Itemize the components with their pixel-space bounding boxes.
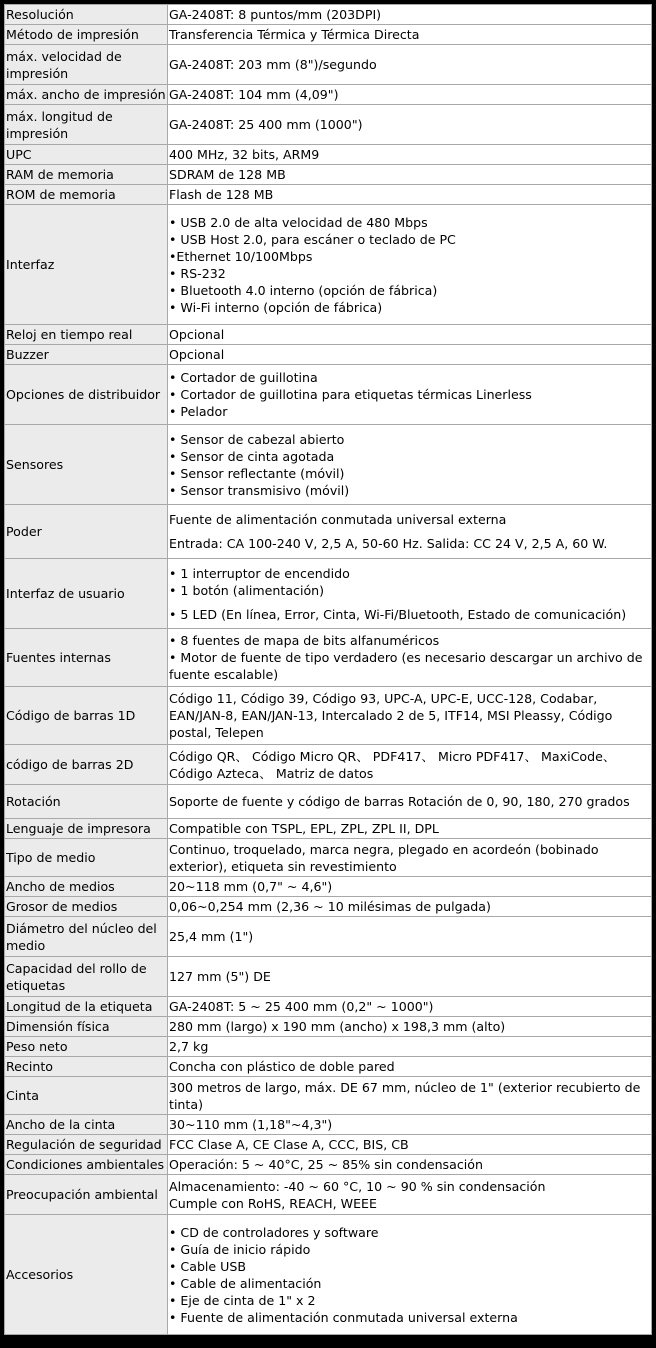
spec-label: Accesorios (5, 1215, 168, 1335)
spec-value-line: • Pelador (169, 404, 228, 419)
spec-sheet (4, 4, 652, 1344)
spec-value-line: Fuente de alimentación conmutada universal externa (169, 512, 507, 527)
spec-value-line: 400 MHz, 32 bits, ARM9 (169, 147, 320, 162)
spec-row (5, 105, 652, 145)
spec-label: Condiciones ambientales (5, 1155, 168, 1175)
spec-row (5, 629, 652, 687)
spec-value-line: • Motor de fuente de tipo verdadero (es necesario descargar un archivo de fuente escalable) (169, 650, 643, 682)
spec-value-line: • Sensor reflectante (móvil) (169, 465, 345, 481)
spec-value-line: Almacenamiento: -40 ~ 60 °C, 10 ~ 90 % sin condensación (169, 1178, 546, 1194)
spec-value (168, 997, 652, 1017)
spec-value-line: • Wi-Fi interno (opción de fábrica) (169, 299, 383, 315)
spec-label: Dimensión física (5, 1017, 168, 1037)
spec-value (168, 785, 652, 819)
spec-value-line: • Sensor de cabezal abierto (169, 431, 345, 447)
spec-label: Preocupación ambiental (5, 1175, 168, 1215)
spec-value (168, 5, 652, 25)
spec-row (5, 745, 652, 785)
spec-value (168, 1215, 652, 1335)
spec-value-line: • Cortador de guillotina (169, 370, 318, 385)
spec-label: Fuentes internas (5, 629, 168, 687)
spec-label: Interfaz de usuario (5, 559, 168, 629)
spec-value (168, 345, 652, 365)
spec-value-line: • Guía de inicio rápido (169, 1241, 311, 1257)
spec-value-line: • Cable de alimentación (169, 1275, 322, 1291)
spec-value-line: • Fuente de alimentación conmutada universal externa (169, 1309, 518, 1325)
spec-value (168, 1057, 652, 1077)
spec-row (5, 365, 652, 425)
spec-value-line: • 1 botón (alimentación) (169, 582, 325, 598)
spec-value-line: Soporte de fuente y código de barras Rotación de 0, 90, 180, 270 grados (169, 794, 630, 809)
spec-value (168, 957, 652, 997)
spec-value (168, 425, 652, 505)
spec-label: máx. velocidad de impresión (5, 45, 168, 85)
spec-value (168, 1135, 652, 1155)
spec-value (168, 185, 652, 205)
spec-row (5, 785, 652, 819)
spec-value-line: 0,06~0,254 mm (2,36 ~ 10 milésimas de pulgada) (169, 899, 491, 914)
spec-row (5, 1037, 652, 1057)
spec-row (5, 1057, 652, 1077)
spec-value (168, 839, 652, 877)
spec-label: RAM de memoria (5, 165, 168, 185)
spec-value-line: • Bluetooth 4.0 interno (opción de fábrica) (169, 282, 438, 298)
spec-value-line: Concha con plástico de doble pared (169, 1059, 395, 1074)
spec-row (5, 1215, 652, 1335)
spec-value (168, 1077, 652, 1115)
spec-value-line: GA-2408T: 25 400 mm (1000") (169, 117, 363, 132)
line-spacer (169, 599, 650, 606)
spec-value-line: FCC Clase A, CE Clase A, CCC, BIS, CB (169, 1137, 409, 1152)
spec-label: código de barras 2D (5, 745, 168, 785)
spec-value (168, 45, 652, 85)
spec-row (5, 839, 652, 877)
spec-value-line: 25,4 mm (1") (169, 929, 254, 944)
spec-value-line: • Sensor transmisivo (móvil) (169, 482, 350, 498)
spec-label: Reloj en tiempo real (5, 325, 168, 345)
spec-label: Rotación (5, 785, 168, 819)
spec-value-line: Continuo, troquelado, marca negra, plegado en acordeón (bobinado exterior), etiqueta sin revestimiento (169, 841, 599, 874)
spec-row (5, 25, 652, 45)
spec-value-line: 20~118 mm (0,7" ~ 4,6") (169, 879, 333, 894)
spec-row (5, 425, 652, 505)
spec-label: ROM de memoria (5, 185, 168, 205)
spec-row (5, 325, 652, 345)
spec-value-line: 280 mm (largo) x 190 mm (ancho) x 198,3 mm (alto) (169, 1019, 506, 1034)
spec-value-line: Código QR、 Código Micro QR、 PDF417、 Micro PDF417、 MaxiCode、 Código Azteca、 Matriz de datos (169, 748, 616, 781)
spec-row (5, 145, 652, 165)
spec-value-line: Opcional (169, 327, 225, 342)
spec-label: Diámetro del núcleo del medio (5, 917, 168, 957)
spec-value-line: • Cable USB (169, 1258, 247, 1274)
spec-value (168, 687, 652, 745)
spec-label: Grosor de medios (5, 897, 168, 917)
spec-value (168, 897, 652, 917)
spec-value (168, 105, 652, 145)
spec-value-line: • 5 LED (En línea, Error, Cinta, Wi-Fi/Bluetooth, Estado de comunicación) (169, 606, 627, 622)
spec-label: Opciones de distribuidor (5, 365, 168, 425)
spec-value (168, 1115, 652, 1135)
spec-table-body (5, 5, 652, 1335)
spec-value (168, 85, 652, 105)
spec-value (168, 1175, 652, 1215)
spec-label: Capacidad del rollo de etiquetas (5, 957, 168, 997)
spec-label: Poder (5, 505, 168, 559)
spec-row (5, 205, 652, 325)
spec-value-line: 300 metros de largo, máx. DE 67 mm, núcleo de 1" (exterior recubierto de tinta) (169, 1079, 641, 1112)
spec-value (168, 205, 652, 325)
spec-value-line: Cumple con RoHS, REACH, WEEE (169, 1195, 377, 1211)
spec-value-line: • 1 interruptor de encendido (169, 565, 350, 581)
spec-row (5, 5, 652, 25)
spec-value (168, 1017, 652, 1037)
spec-row (5, 957, 652, 997)
spec-value (168, 165, 652, 185)
spec-value-line: • Cortador de guillotina para etiquetas térmicas Linerless (169, 387, 532, 402)
spec-value-line: 127 mm (5") DE (169, 969, 271, 984)
spec-label: Código de barras 1D (5, 687, 168, 745)
spec-row (5, 1077, 652, 1115)
spec-value-line: GA-2408T: 104 mm (4,09") (169, 87, 339, 102)
spec-label: Sensores (5, 425, 168, 505)
spec-value-line: Flash de 128 MB (169, 187, 274, 202)
spec-label: Recinto (5, 1057, 168, 1077)
spec-row (5, 997, 652, 1017)
line-spacer (169, 528, 650, 535)
spec-value-line: Entrada: CA 100-240 V, 2,5 A, 50-60 Hz. Salida: CC 24 V, 2,5 A, 60 W. (169, 536, 608, 551)
spec-value (168, 629, 652, 687)
spec-row (5, 1175, 652, 1215)
spec-label: Regulación de seguridad (5, 1135, 168, 1155)
spec-value (168, 25, 652, 45)
spec-row (5, 559, 652, 629)
spec-value (168, 819, 652, 839)
spec-value (168, 1155, 652, 1175)
spec-label: máx. ancho de impresión (5, 85, 168, 105)
spec-value-line: SDRAM de 128 MB (169, 167, 286, 182)
spec-label: Tipo de medio (5, 839, 168, 877)
spec-label: Buzzer (5, 345, 168, 365)
spec-value-line: GA-2408T: 5 ~ 25 400 mm (0,2" ~ 1000") (169, 999, 434, 1014)
spec-value-line: • CD de controladores y software (169, 1224, 379, 1240)
spec-label: Resolución (5, 5, 168, 25)
spec-value-line: • Eje de cinta de 1" x 2 (169, 1292, 316, 1308)
spec-value (168, 325, 652, 345)
spec-row (5, 687, 652, 745)
spec-value-line: Código 11, Código 39, Código 93, UPC-A, UPC-E, UCC-128, Codabar, EAN/JAN-8, EAN/JAN-13, Intercalado 2 de 5, ITF14, MSI Pleassy, Código postal, Telepen (169, 691, 613, 740)
spec-value (168, 365, 652, 425)
spec-value (168, 1037, 652, 1057)
spec-label: Ancho de la cinta (5, 1115, 168, 1135)
spec-value-line: 30~110 mm (1,18"~4,3") (169, 1117, 333, 1132)
spec-row (5, 1115, 652, 1135)
spec-value-line: Opcional (169, 347, 225, 362)
spec-row (5, 185, 652, 205)
spec-value-line: • USB Host 2.0, para escáner o teclado de PC (169, 231, 456, 247)
spec-value-line: GA-2408T: 203 mm (8")/segundo (169, 57, 377, 72)
spec-label: Interfaz (5, 205, 168, 325)
spec-row (5, 45, 652, 85)
spec-value-line: Compatible con TSPL, EPL, ZPL, ZPL II, DPL (169, 821, 439, 836)
spec-label: Peso neto (5, 1037, 168, 1057)
spec-row (5, 1135, 652, 1155)
spec-row (5, 877, 652, 897)
spec-value-line: Operación: 5 ~ 40°C, 25 ~ 85% sin condensación (169, 1157, 483, 1172)
spec-row (5, 345, 652, 365)
spec-row (5, 897, 652, 917)
spec-label: máx. longitud de impresión (5, 105, 168, 145)
spec-label: Método de impresión (5, 25, 168, 45)
spec-value-line: GA-2408T: 8 puntos/mm (203DPI) (169, 7, 382, 22)
spec-row (5, 505, 652, 559)
spec-value (168, 559, 652, 629)
spec-row (5, 165, 652, 185)
spec-table (4, 4, 652, 1335)
spec-label: Ancho de medios (5, 877, 168, 897)
spec-value (168, 877, 652, 897)
spec-value-line: • RS-232 (169, 265, 226, 281)
spec-value (168, 917, 652, 957)
spec-value (168, 505, 652, 559)
spec-label: UPC (5, 145, 168, 165)
spec-value (168, 145, 652, 165)
spec-row (5, 917, 652, 957)
spec-value-line: • Sensor de cinta agotada (169, 448, 335, 464)
spec-value-line: 2,7 kg (169, 1039, 209, 1054)
spec-label: Longitud de la etiqueta (5, 997, 168, 1017)
spec-label: Cinta (5, 1077, 168, 1115)
spec-row (5, 1155, 652, 1175)
spec-value-line: •Ethernet 10/100Mbps (169, 248, 313, 264)
spec-value-line: Transferencia Térmica y Térmica Directa (169, 27, 420, 42)
spec-value-line: • USB 2.0 de alta velocidad de 480 Mbps (169, 214, 428, 230)
spec-row (5, 1017, 652, 1037)
spec-value (168, 745, 652, 785)
spec-label: Lenguaje de impresora (5, 819, 168, 839)
spec-row (5, 85, 652, 105)
spec-row (5, 819, 652, 839)
spec-value-line: • 8 fuentes de mapa de bits alfanuméricos (169, 633, 440, 648)
